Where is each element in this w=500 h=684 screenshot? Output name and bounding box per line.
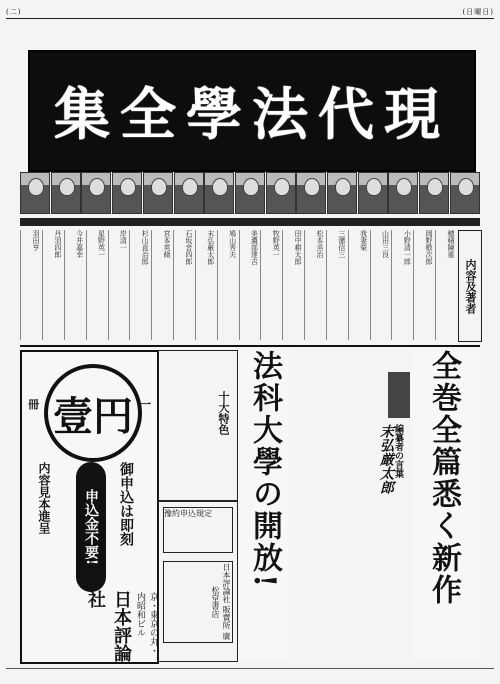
sales-agent-box: 日本評論社 販賣所 廣松堂書店 bbox=[163, 561, 233, 643]
price-seal: 壹円 bbox=[44, 364, 142, 462]
all-new-text: 全巻全篇悉く新作 bbox=[426, 350, 461, 606]
author-portrait bbox=[20, 172, 50, 214]
author-portrait bbox=[143, 172, 173, 214]
author-portrait bbox=[112, 172, 142, 214]
order-rules-box bbox=[158, 500, 238, 662]
author-portrait bbox=[419, 172, 449, 214]
author-name: 美濃部達吉 bbox=[239, 230, 259, 340]
author-name: 末弘厳太郎 bbox=[195, 230, 215, 340]
author-portrait bbox=[327, 172, 357, 214]
author-name: 今井嘉幸 bbox=[64, 230, 84, 340]
author-name: 岡野敬次郎 bbox=[413, 230, 433, 340]
text-blocks bbox=[292, 372, 384, 660]
masthead-right: (日曜日) bbox=[462, 8, 494, 16]
apply-now-text: 御申込は即刻 bbox=[118, 462, 134, 546]
portrait-names-band bbox=[20, 218, 480, 226]
features-column bbox=[158, 350, 236, 660]
features-heading: 十大特色 bbox=[217, 391, 230, 435]
editor-label: 編纂者の言葉 bbox=[393, 424, 403, 478]
author-portrait bbox=[296, 172, 326, 214]
ten-features-box bbox=[158, 350, 238, 502]
law-university-text: 法科大學の開放! bbox=[247, 350, 282, 590]
author-portrait bbox=[174, 172, 204, 214]
author-name: 松本烝治 bbox=[304, 230, 324, 340]
author-name: 杉山直治郎 bbox=[129, 230, 149, 340]
author-portrait bbox=[450, 172, 480, 214]
price-side-left: 冊 bbox=[28, 398, 39, 411]
author-portrait bbox=[81, 172, 111, 214]
sample-offer-text: 内容見本進呈 bbox=[37, 462, 51, 534]
all-new-headline bbox=[410, 350, 480, 660]
author-portrait bbox=[266, 172, 296, 214]
law-university-headline bbox=[238, 350, 290, 660]
author-name: 田中耕太郎 bbox=[282, 230, 302, 340]
author-name: 我妻榮 bbox=[348, 230, 368, 340]
headline-banner bbox=[28, 50, 476, 172]
section-divider bbox=[20, 345, 480, 347]
editor-portrait bbox=[388, 372, 412, 418]
author-name: 岸清一 bbox=[108, 230, 128, 340]
author-name: 穂積陳重 bbox=[435, 230, 455, 340]
publisher-name: 日本評論社 bbox=[85, 590, 132, 662]
address-text: 京・東京の丸・内昭和ビル bbox=[135, 592, 158, 655]
author-name: 石坂音四郎 bbox=[173, 230, 193, 340]
author-name: 小野清一郎 bbox=[391, 230, 411, 340]
author-portrait bbox=[388, 172, 418, 214]
author-name: 鳩山秀夫 bbox=[217, 230, 237, 340]
author-name: 山田三良 bbox=[370, 230, 390, 340]
author-name: 宮本英脩 bbox=[151, 230, 171, 340]
editor-signature: 末弘厳太郎 bbox=[378, 424, 394, 494]
author-list bbox=[20, 230, 455, 340]
author-portrait bbox=[51, 172, 81, 214]
headline-title: 集全學法代現 bbox=[54, 82, 450, 148]
author-name: 羽田亨 bbox=[20, 230, 40, 340]
author-portrait bbox=[358, 172, 388, 214]
author-name: 星野英一 bbox=[86, 230, 106, 340]
author-portrait bbox=[204, 172, 234, 214]
no-deposit-pill: 申込金不要! bbox=[76, 462, 106, 592]
author-portraits bbox=[20, 172, 480, 216]
order-title: 豫約申込規定 bbox=[163, 507, 233, 553]
price-side-right: 一 bbox=[140, 398, 151, 411]
author-name: 牧野英一 bbox=[260, 230, 280, 340]
masthead-left: (二) bbox=[6, 8, 22, 16]
price-advertisement bbox=[20, 350, 159, 664]
contents-label: 内容及著者 bbox=[458, 230, 482, 342]
masthead bbox=[6, 6, 494, 19]
bottom-rule bbox=[6, 668, 494, 669]
author-name: 三潴信三 bbox=[326, 230, 346, 340]
author-portrait bbox=[235, 172, 265, 214]
author-name: 丹羽四郎 bbox=[42, 230, 62, 340]
